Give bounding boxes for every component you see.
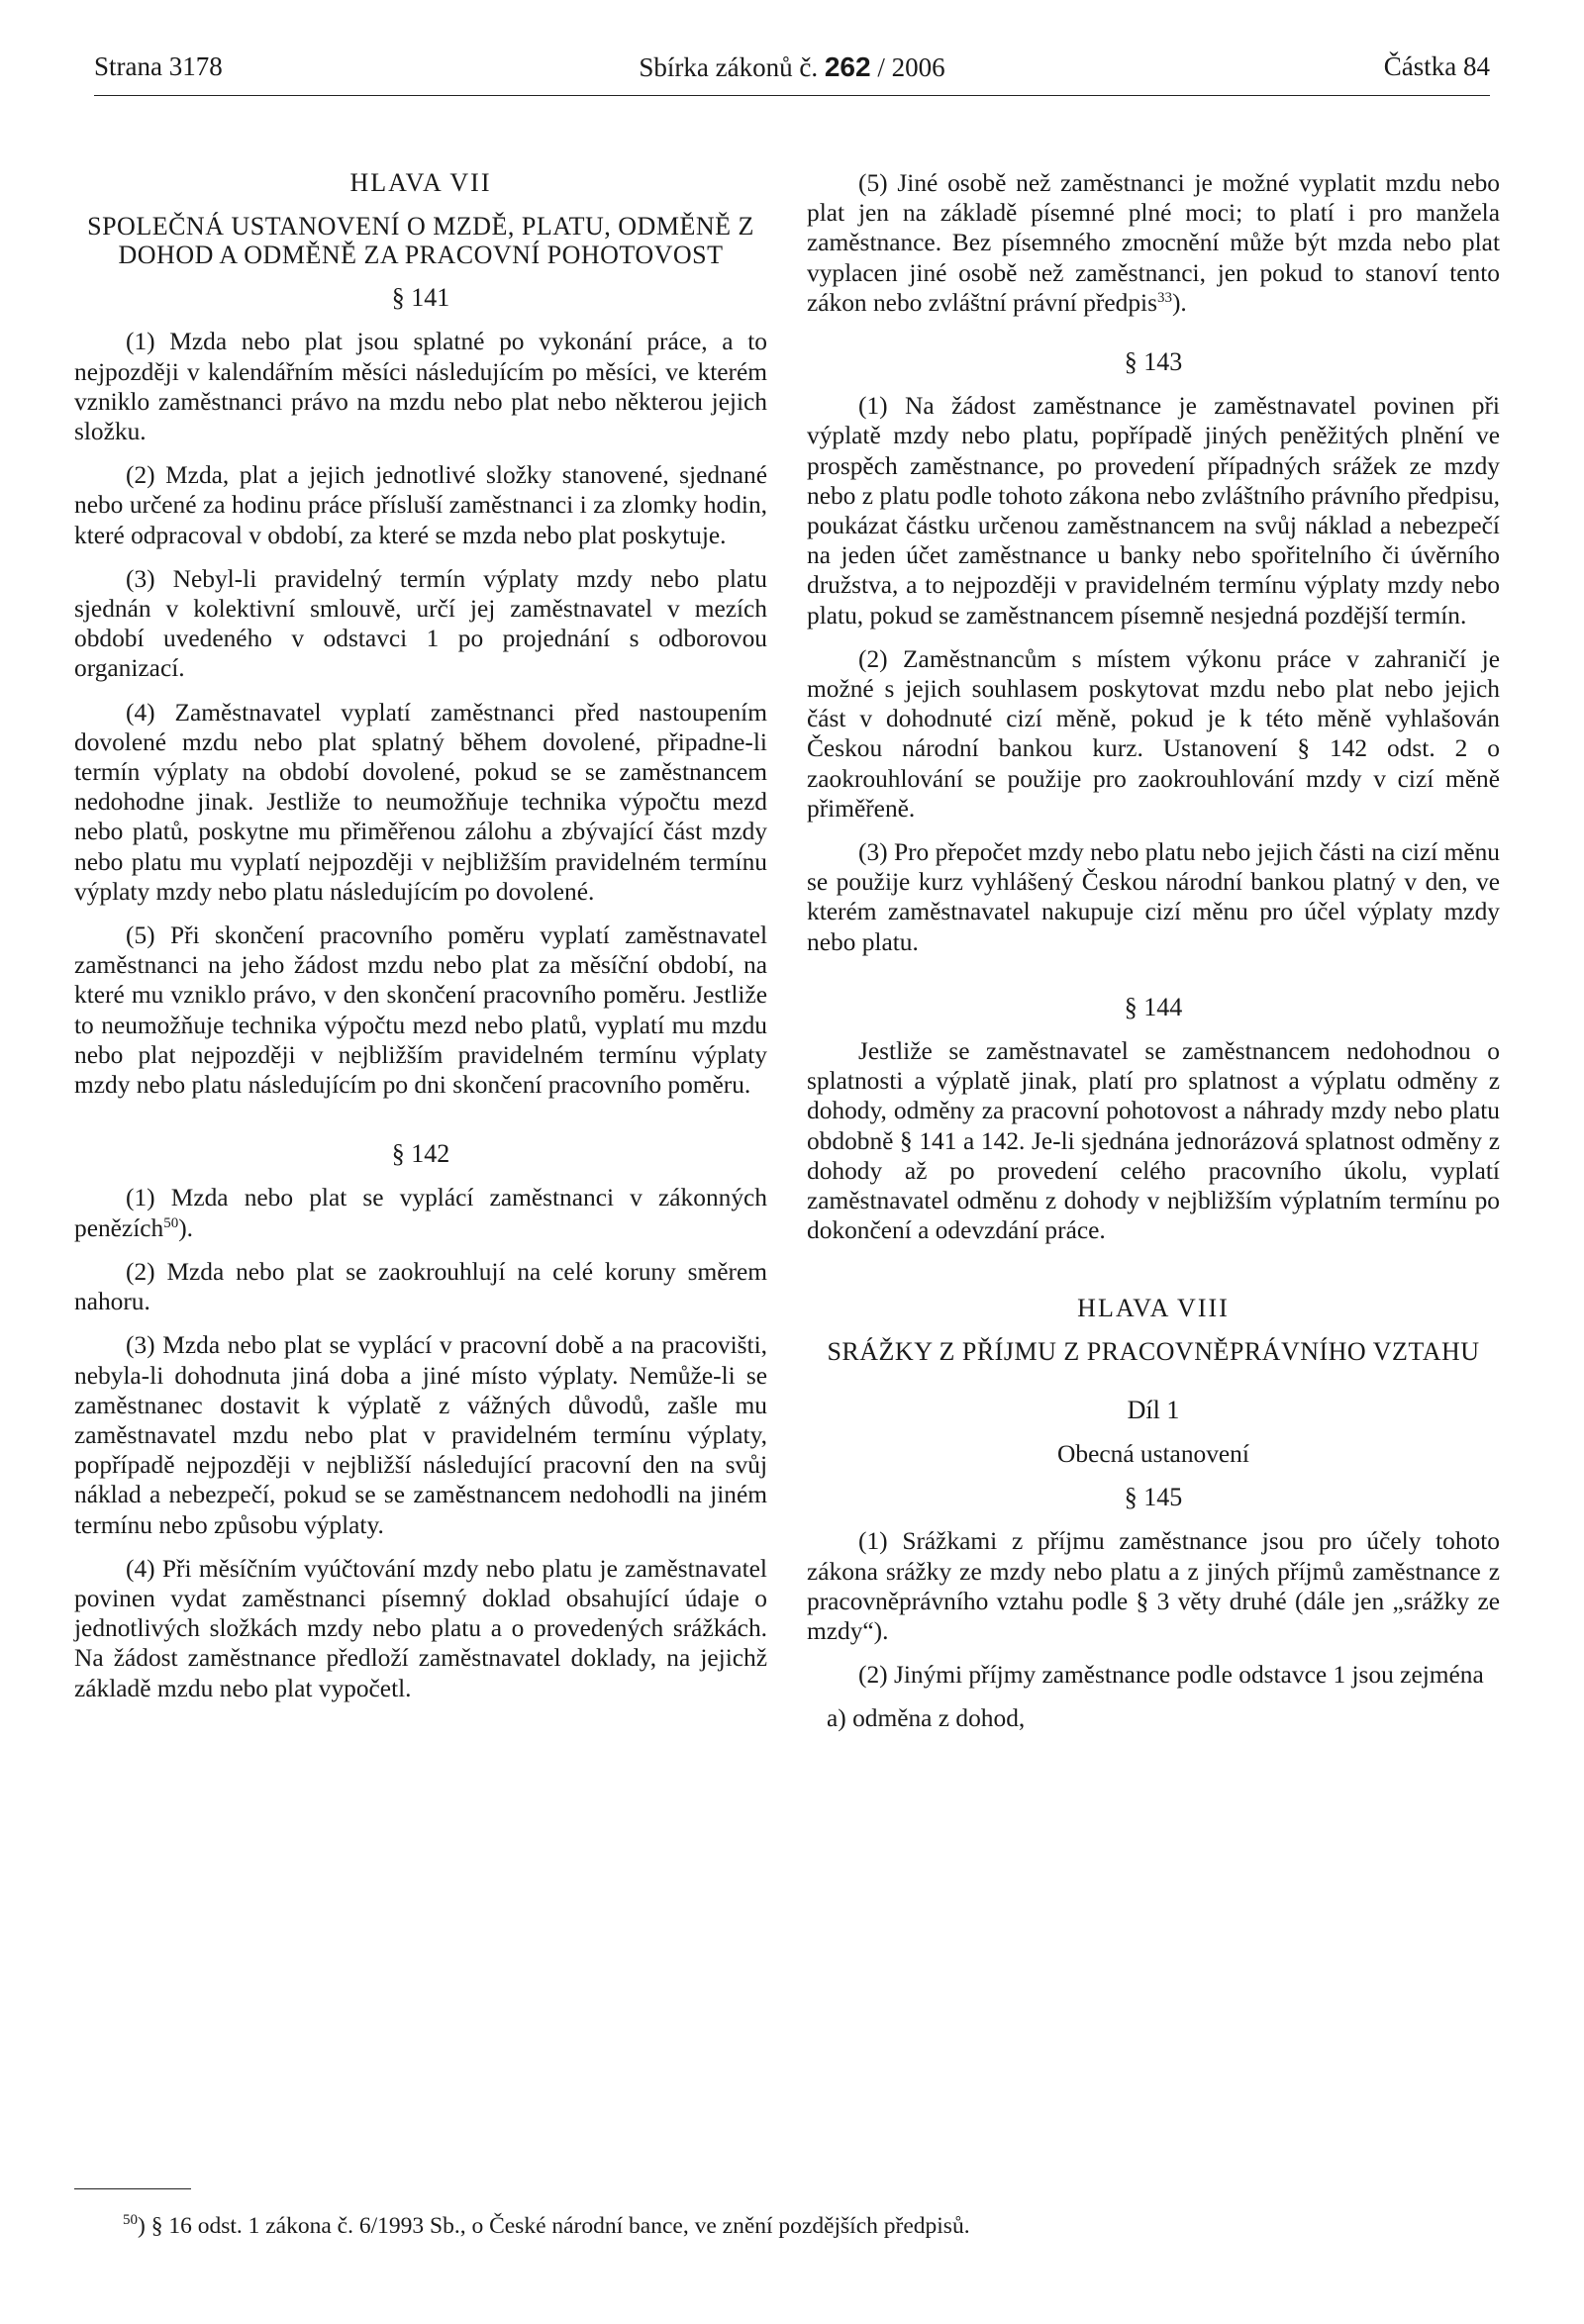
s144-paragraph-1: Jestliže se zaměstnavatel se zaměstnancem nedohodnou o splatnosti a výplatě jinak, platí pro splatnost a výplatu odměny z dohody, odměny za pracovní pohotovost a náhrady mzdy nebo platu obdobně § 141 a 142. Je-li sjednána jednorázová splatnost odměny z dohody až po provedení celého pracovního úkolu, vyplatí zaměstnavatel odměnu z dohody v nejbližším výplatním termínu po dokončení a odevzdání práce.	[807, 1037, 1500, 1245]
part-number: Částka 84	[1383, 51, 1490, 81]
section-143-heading: § 143	[1124, 347, 1183, 377]
page-number: Strana 3178	[94, 51, 223, 81]
part-1-heading: Díl 1	[1127, 1395, 1180, 1424]
footnote-50	[123, 2212, 1489, 2240]
s142-p1-end: ).	[178, 1213, 194, 1242]
s142-paragraph-2: (2) Mzda nebo plat se zaokrouhlují na celé koruny směrem nahoru.	[74, 1257, 767, 1316]
section-141-heading: § 141	[391, 283, 450, 313]
part-1-title: Obecná ustanovení	[1057, 1439, 1249, 1468]
s143-paragraph-2: (2) Zaměstnancům s místem výkonu práce v zahraničí je možné s jejich souhlasem poskytovat mzdu nebo plat nebo jejich část v dohodnuté cizí měně, pokud je k této měně vyhlašován Českou národní bankou kurz. Ustanovení § 142 odst. 2 o zaokrouhlování se použije pro zaokrouhlování mzdy v cizí měně přiměřeně.	[807, 644, 1500, 823]
section-145-heading: § 145	[1124, 1483, 1183, 1512]
footnote-ref-50[interactable]: 50	[163, 1214, 179, 1231]
s141-paragraph-2: (2) Mzda, plat a jejich jednotlivé složky stanovené, sjednané nebo určené za hodinu práce přísluší zaměstnanci i za zlomky hodin, které odpracoval v období, za které se mzda nebo plat poskytuje.	[74, 461, 767, 549]
section-142-heading: § 142	[391, 1139, 450, 1169]
law-year: / 2006	[877, 52, 945, 82]
chapter-8-title: SRÁŽKY Z PŘÍJMU Z PRACOVNĚPRÁVNÍHO VZTAHU	[827, 1336, 1480, 1366]
s142-p1-text: (1) Mzda nebo plat se vyplácí zaměstnanci v zákonných penězích	[74, 1184, 767, 1242]
s143-paragraph-1: (1) Na žádost zaměstnance je zaměstnavatel povinen při výplatě mzdy nebo platu, popřípadě jiných peněžitých plnění ve prospěch zaměstnance, po provedení případných srážek ze mzdy nebo z platu podle tohoto zákona nebo zvláštního právního předpisu, poukázat částku určenou zaměstnancem na svůj náklad a nebezpečí na jeden účet zaměstnance u banky nebo spořitelního či úvěrního družstva, a to nejpozději v pravidelném termínu výplaty mzdy nebo platu, pokud se zaměstnancem písemně nesjedná pozdější termín.	[807, 392, 1500, 629]
chapter-8-heading: HLAVA VIII	[1077, 1293, 1230, 1322]
s143-paragraph-3: (3) Pro přepočet mzdy nebo platu nebo jejich části na cizí měnu se použije kurz vyhlášený Českou národní bankou platný v den, ve kterém zaměstnavatel nakupuje cizí měnu pro účel výplaty mzdy nebo platu.	[807, 838, 1500, 956]
s142-paragraph-1	[74, 1183, 767, 1242]
s142-paragraph-3: (3) Mzda nebo plat se vyplácí v pracovní době a na pracovišti, nebyla-li dohodnuta jiná doba a jiné místo výplaty. Nemůže-li se zaměstnanec dostavit k výplatě z vážných důvodů, zašle mu zaměstnavatel mzdu nebo plat v pravidelném termínu výplaty, popřípadě nejpozději v nejbližší následující pracovní den na svůj náklad a nebezpečí, pokud se se zaměstnancem nedohodli na jiném termínu nebo způsobu výplaty.	[74, 1331, 767, 1539]
footnote-divider	[74, 2188, 191, 2189]
s142-p5-end: ).	[1171, 288, 1187, 317]
footnote-text: ) § 16 odst. 1 zákona č. 6/1993 Sb., o České národní bance, ve znění pozdějších předpisů.	[138, 2213, 970, 2239]
s141-paragraph-5: (5) Při skončení pracovního poměru vyplatí zaměstnavatel zaměstnanci na jeho žádost mzdu nebo plat za měsíční období, na které mu vzniklo právo, v den skončení pracovního poměru. Jestliže to neumožňuje technika výpočtu mezd nebo platů, vyplatí mu mzdu nebo plat nejpozději v nejbližším pravidelném termínu výplaty mzdy nebo platu následujícím po dni skončení pracovního poměru.	[74, 921, 767, 1100]
s145-paragraph-1: (1) Srážkami z příjmu zaměstnance jsou pro účely tohoto zákona srážky ze mzdy nebo platu a z jiných příjmů zaměstnance z pracovněprávního vztahu podle § 3 věty druhé (dále jen „srážky ze mzdy“).	[807, 1527, 1500, 1645]
s142-p5-text: (5) Jiné osobě než zaměstnanci je možné vyplatit mzdu nebo plat jen na základě písemné plné moci; to platí i pro manžela zaměstnance. Bez písemného zmocnění může být mzda nebo plat vyplacen jiné osobě než zaměstnanci, jen pokud to stanoví tento zákon nebo zvláštní právní předpis	[807, 169, 1500, 317]
collection-prefix: Sbírka zákonů č.	[639, 52, 819, 82]
s141-paragraph-1: (1) Mzda nebo plat jsou splatné po vykonání práce, a to nejpozději v kalendářním měsíci následujícím po měsíci, ve kterém vzniklo zaměstnanci právo na mzdu nebo plat nebo některou jejich složku.	[74, 328, 767, 446]
s141-paragraph-3: (3) Nebyl-li pravidelný termín výplaty mzdy nebo platu sjednán v kolektivní smlouvě, určí jej zaměstnavatel v mezích období uvedeného v odstavci 1 po projednání s odborovou organizací.	[74, 564, 767, 683]
footnote-number: 50	[123, 2212, 138, 2228]
s142-paragraph-5	[807, 168, 1500, 318]
collection-title	[94, 51, 1490, 83]
chapter-heading: HLAVA VII	[349, 168, 492, 197]
chapter-title: SPOLEČNÁ USTANOVENÍ O MZDĚ, PLATU, ODMĚNĚ Z DOHOD A ODMĚNĚ ZA PRACOVNÍ POHOTOVOST	[87, 212, 754, 270]
s145-item-a: a) odměna z dohod,	[827, 1704, 1026, 1733]
footnote-ref-33[interactable]: 33	[1156, 289, 1172, 306]
s142-paragraph-4: (4) Při měsíčním vyúčtování mzdy nebo platu je zaměstnavatel povinen vydat zaměstnanci písemný doklad obsahující údaje o jednotlivých složkách mzdy nebo platu a o provedených srážkách. Na žádost zaměstnance předloží zaměstnavatel doklady, na jejichž základě mzdu nebo plat vypočetl.	[74, 1554, 767, 1702]
s141-paragraph-4: (4) Zaměstnavatel vyplatí zaměstnanci před nastoupením dovolené mzdu nebo plat splatný během dovolené, připadne-li termín výplaty na období dovolené, pokud se se zaměstnancem nedohodne jinak. Jestliže to neumožňuje technika výpočtu mezd nebo platů, poskytne mu přiměřenou zálohu a zbývající část mzdy nebo platu mu vyplatí nejpozději v nejbližším pravidelném termínu výplaty mzdy nebo platu následujícím po dovolené.	[74, 698, 767, 906]
right-column	[807, 168, 1500, 1748]
law-number: 262	[824, 51, 871, 82]
page-header	[94, 48, 1490, 96]
s145-paragraph-2: (2) Jinými příjmy zaměstnance podle odstavce 1 jsou zejména	[858, 1661, 1484, 1690]
left-column	[74, 168, 767, 1717]
section-144-heading: § 144	[1124, 992, 1183, 1021]
